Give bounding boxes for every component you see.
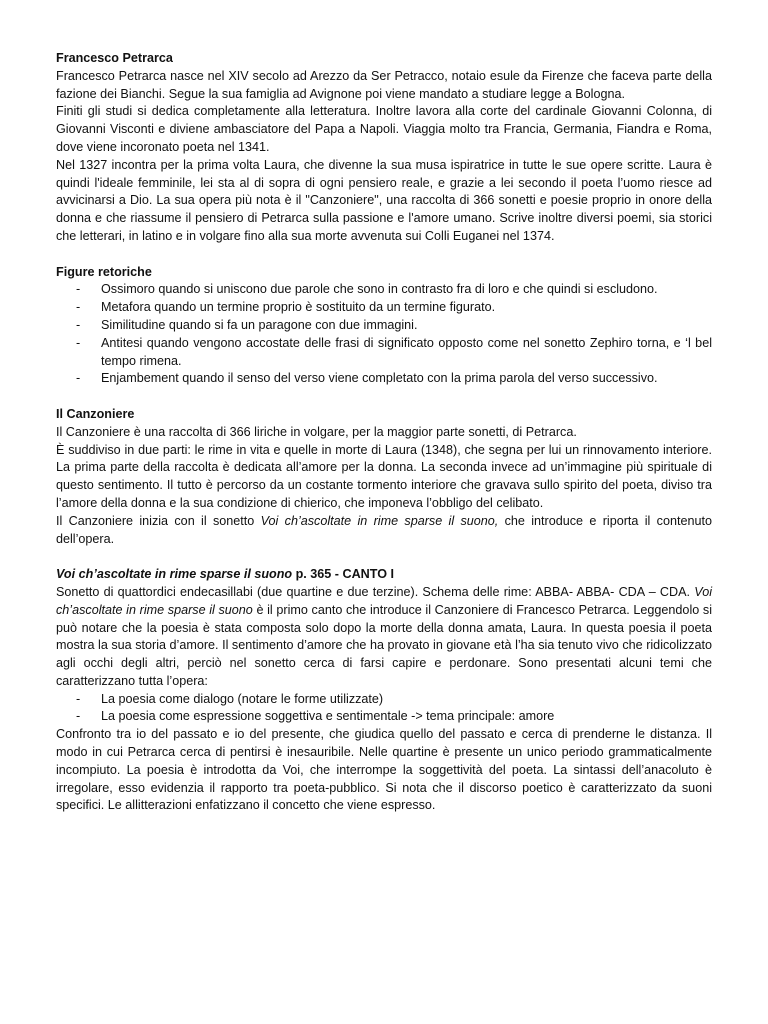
section-spacer — [56, 246, 712, 264]
dash-bullet: - — [76, 691, 81, 706]
bio-paragraph-1: Francesco Petrarca nasce nel XIV secolo ad Arezzo da Ser Petracco, notaio esule da Firenze che faceva parte della fazione dei Bianchi. Segue la sua famiglia ad Avignone poi viene mandato a studiare legge a Bologna. — [56, 68, 712, 101]
list-item — [56, 281, 712, 299]
section-spacer — [56, 548, 712, 566]
section-title-canzoniere: Il Canzoniere — [56, 406, 135, 421]
dash-bullet: - — [76, 371, 81, 386]
canto-title-rest: p. 365 - CANTO I — [292, 567, 395, 582]
bio-paragraph-3: Nel 1327 incontra per la prima volta Laura, che divenne la sua musa ispiratrice in tutte le sue opere scritte. Laura è quindi l'ideale femminile, lei sta al di sopra di ogni pensiero reale, e grazie a lei secondo il poeta l’uomo riesce ad avvicinarsi a Dio. La sua opera più nota è il "Canzoniere", una raccolta di 366 sonetti e poesie proprio in onore della donna e che riassume il pensiero di Petrarca sulla passione e l'amore umano. Scrive inoltre diversi poemi, sia storici che letterari, in latino e in volgare fino alla sua morte avvenuta sui Colli Euganei nel 1374. — [56, 157, 712, 243]
dash-bullet: - — [76, 335, 81, 350]
canzoniere-paragraph-2: È suddiviso in due parti: le rime in vita e quelle in morte di Laura (1348), che segna per lui un rinnovamento interiore. La prima parte della raccolta è dedicata all’amore per la donna. La seconda invece ad un’immagine più spirituale di questo sentimento. Il tutto è percorso da un costante tormento interiore che gravava sullo spirito del poeta, diviso tra l’amore della donna e la sua condizione di chierico, che imponeva l’obbligo del celibato. — [56, 442, 712, 510]
figure-metafora: Metafora quando un termine proprio è sostituito da un termine figurato. — [101, 300, 496, 315]
dash-bullet: - — [76, 282, 81, 297]
canto-p1-italic: Voi ch’ascoltate in rime sparse il suono — [56, 584, 712, 617]
canto-p1-a: Sonetto di quattordici endecasillabi (due quartine e due terzine). Schema delle rime: ABBA- ABBA- CDA – CDA. — [56, 584, 695, 599]
section-title-figures: Figure retoriche — [56, 264, 152, 279]
section-title-canto — [56, 566, 712, 584]
list-item — [56, 708, 712, 726]
list-item — [56, 370, 712, 388]
section-title-biography: Francesco Petrarca — [56, 51, 173, 65]
list-item — [56, 335, 712, 371]
canzoniere-p3-end: che introduce e riporta il contenuto dell’opera. — [56, 513, 712, 546]
canto-paragraph-2: Confronto tra io del passato e io del presente, che giudica quello del passato e cerca di prenderne le distanza. Il modo in cui Petrarca cerca di pentirsi è inesauribile. Nelle quartine è presente un unico periodo grammaticalmente incompiuto. La poesia è introdotta da Voi, che interrompe la soggettività del poeta. La sintassi dell’anacoluto è irregolare, esso evidenzia il rapporto tra poeta-pubblico. Si nota che il discorso poetico è caratterizzato da suoni specifici. Le allitterazioni enfatizzano il concetto che viene espresso. — [56, 727, 712, 813]
canzoniere-paragraph-1: Il Canzoniere è una raccolta di 366 liriche in volgare, per la maggior parte sonetti, di Petrarca. — [56, 424, 577, 439]
figures-list — [56, 281, 712, 388]
dash-bullet: - — [76, 709, 81, 724]
canto-title-italic: Voi ch’ascoltate in rime sparse il suono — [56, 567, 293, 582]
dash-bullet: - — [76, 317, 81, 332]
list-item — [56, 317, 712, 335]
figure-enjambement: Enjambement quando il senso del verso viene completato con la prima parola del verso successivo. — [101, 371, 658, 386]
dash-bullet: - — [76, 300, 81, 315]
canzoniere-p3-start: Il Canzoniere inizia con il sonetto — [56, 513, 261, 528]
canto-paragraph-1 — [56, 584, 712, 691]
figure-antitesi: Antitesi quando vengono accostate delle frasi di significato opposto come nel sonetto Zephiro torna, e ‘l bel tempo rimena. — [101, 335, 712, 368]
themes-list — [56, 691, 712, 727]
theme-dialogo: La poesia come dialogo (notare le forme utilizzate) — [101, 691, 384, 706]
bio-paragraph-2: Finiti gli studi si dedica completamente alla letteratura. Inoltre lavora alla corte del cardinale Giovanni Colonna, di Giovanni Visconti e diviene ambasciatore del Papa a Napoli. Viaggia molto tra Francia, Germania, Fiandra e Roma, dove viene incoronato poeta nel 1341. — [56, 104, 712, 154]
list-item — [56, 691, 712, 709]
sonnet-title-italic: Voi ch’ascoltate in rime sparse il suono, — [260, 513, 499, 528]
canto-p1-b: è il primo canto che introduce il Canzoniere di Francesco Petrarca. Leggendolo si può notare che la poesia è stata composta solo dopo la morte della donna amata, Laura. In questa poesia il poeta mostra la sua storia d’amore. Il sentimento d’amore che ha provato in giovane età l’ha sia tenuto vivo che ridicolizzato agli occhi degli altri, perciò nel sonetto cerca di farsi capire e perdonare. Sono presentati alcuni temi che caratterizzano tutta l’opera: — [56, 602, 712, 688]
section-spacer — [56, 388, 712, 406]
list-item — [56, 299, 712, 317]
theme-espressione: La poesia come espressione soggettiva e sentimentale -> tema principale: amore — [101, 709, 555, 724]
figure-ossimoro: Ossimoro quando si uniscono due parole che sono in contrasto fra di loro e che quindi si escludono. — [101, 282, 658, 297]
figure-similitudine: Similitudine quando si fa un paragone con due immagini. — [101, 317, 418, 332]
canzoniere-paragraph-3 — [56, 513, 712, 549]
